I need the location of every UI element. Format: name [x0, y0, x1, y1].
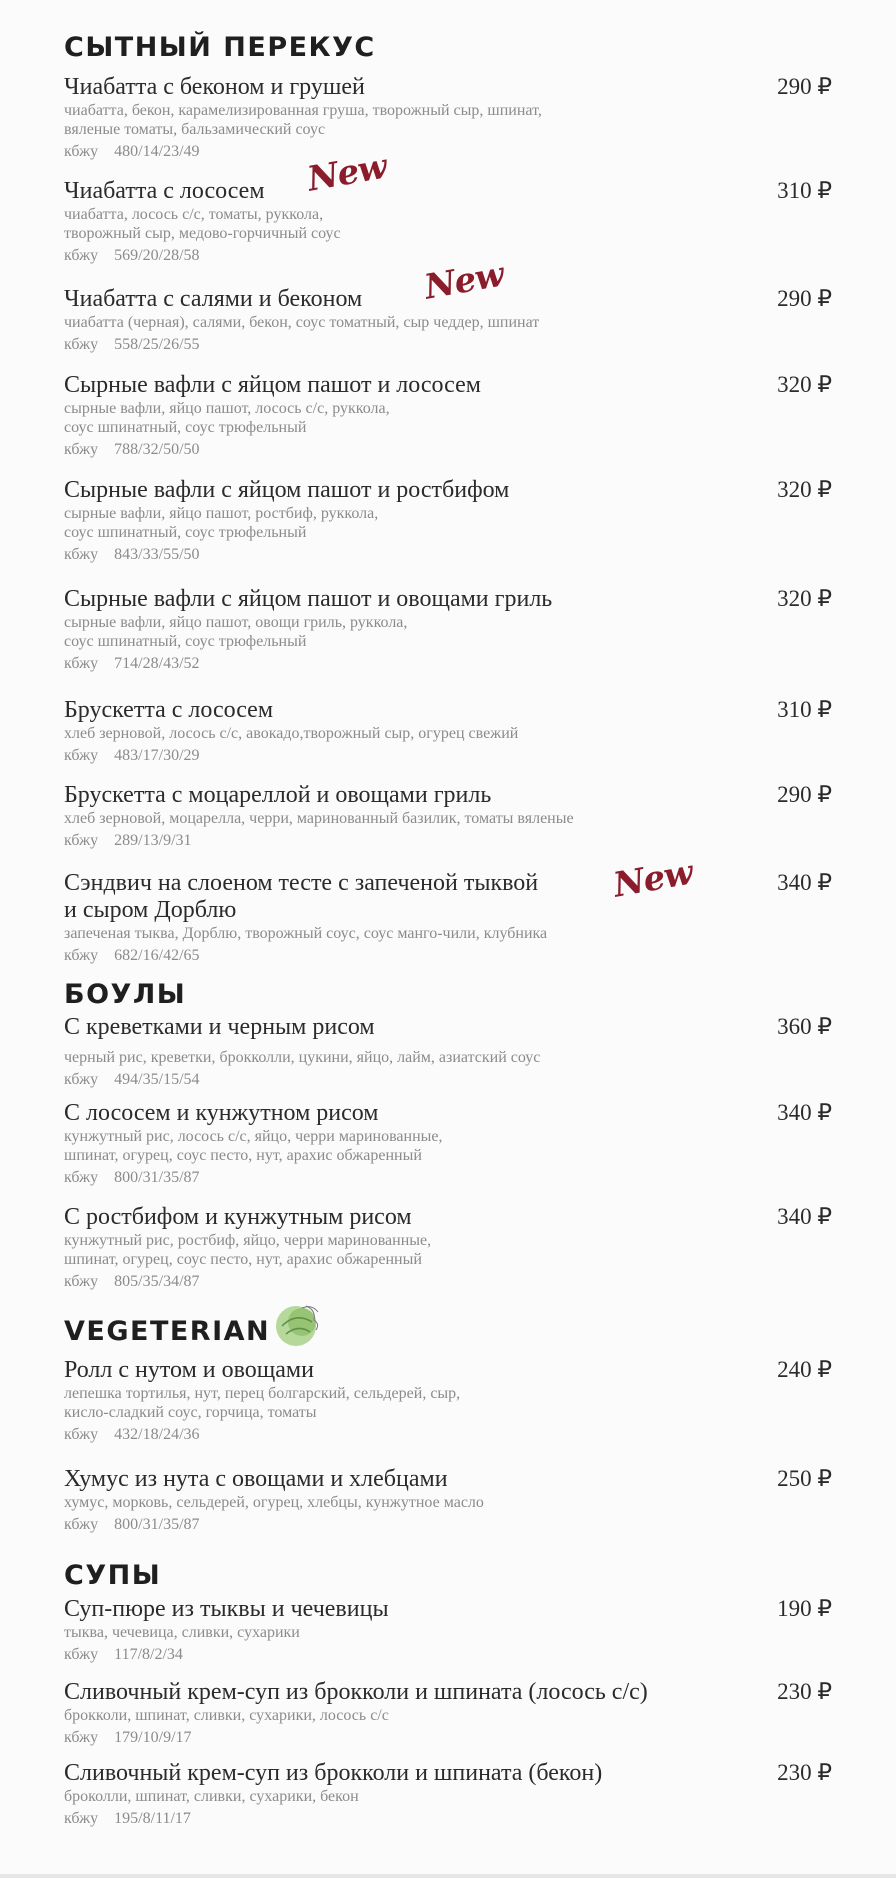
item-kbju: [64, 1168, 832, 1187]
item-name: Сырные вафли с яйцом пашот и ростбифом: [64, 477, 510, 503]
kbju-value: 494/35/15/54: [114, 1071, 200, 1088]
menu-item: [64, 178, 832, 265]
kbju-value: 432/18/24/36: [114, 1426, 200, 1443]
kbju-label: кбжу: [64, 546, 99, 563]
item-name: Сливочный крем-суп из брокколи и шпината (бекон): [64, 1760, 603, 1786]
menu-item: [64, 586, 832, 673]
kbju-value: 714/28/43/52: [114, 655, 200, 672]
kbju-label: кбжу: [64, 1646, 99, 1663]
item-price: 290 ₽: [777, 782, 832, 807]
kbju-value: 289/13/9/31: [114, 832, 192, 849]
menu-item: [64, 372, 832, 459]
kbju-label: кбжу: [64, 441, 99, 458]
item-name: Хумус из нута с овощами и хлебцами: [64, 1466, 448, 1492]
item-desc: запеченая тыква, Дорблю, творожный соус, соус манго-чили, клубника: [64, 925, 548, 942]
item-price: 340 ₽: [777, 1100, 832, 1125]
menu-item: [64, 1357, 832, 1444]
menu-item: [64, 477, 832, 564]
item-kbju: [64, 831, 832, 850]
item-desc: сырные вафли, яйцо пашот, овощи гриль, руккола,: [64, 614, 408, 631]
item-desc: черный рис, креветки, брокколли, цукини, яйцо, лайм, азиатский соус: [64, 1049, 541, 1066]
kbju-label: кбжу: [64, 1071, 99, 1088]
item-name-line2: и сыром Дорблю: [64, 897, 237, 923]
item-desc: хлеб зерновой, лосось с/с, авокадо,творожный сыр, огурец свежий: [64, 725, 519, 742]
kbju-label: кбжу: [64, 947, 99, 964]
kbju-value: 117/8/2/34: [114, 1646, 183, 1663]
item-desc: шпинат, огурец, соус песто, нут, арахис обжаренный: [64, 1251, 422, 1268]
item-name: Сэндвич на слоеном тесте с запеченой тыквой: [64, 870, 539, 896]
menu-item: [64, 697, 832, 765]
item-kbju: [64, 1728, 832, 1747]
menu-item: [64, 1466, 832, 1534]
menu-item: [64, 870, 832, 965]
page-bottom-divider: [0, 1874, 896, 1878]
menu-item: [64, 1100, 832, 1187]
item-kbju: [64, 1425, 832, 1444]
item-price: 290 ₽: [777, 74, 832, 99]
item-kbju: [64, 142, 832, 161]
item-desc: соус шпинатный, соус трюфельный: [64, 633, 307, 650]
item-desc: хлеб зерновой, моцарелла, черри, маринованный базилик, томаты вяленые: [64, 810, 574, 827]
kbju-label: кбжу: [64, 1169, 99, 1186]
item-name: Суп-пюре из тыквы и чечевицы: [64, 1596, 389, 1622]
kbju-value: 788/32/50/50: [114, 441, 200, 458]
item-name: Сырные вафли с яйцом пашот и овощами гриль: [64, 586, 553, 612]
item-name: Сливочный крем-суп из брокколи и шпината (лосось с/с): [64, 1679, 648, 1705]
item-name: Чиабатта с лососем: [64, 178, 265, 204]
menu-item: [64, 782, 832, 850]
item-name: С лососем и кунжутном рисом: [64, 1100, 379, 1126]
kbju-value: 480/14/23/49: [114, 143, 200, 160]
item-price: 250 ₽: [777, 1466, 832, 1491]
item-name: Чиабатта с салями и беконом: [64, 286, 363, 312]
item-name: Брускетта с моцареллой и овощами гриль: [64, 782, 492, 808]
kbju-label: кбжу: [64, 1516, 99, 1533]
item-price: 190 ₽: [777, 1596, 832, 1621]
kbju-value: 483/17/30/29: [114, 747, 200, 764]
kbju-label: кбжу: [64, 832, 99, 849]
section-title-bowls: БОУЛЫ: [64, 979, 187, 1010]
menu-item: [64, 1760, 832, 1828]
item-desc: творожный сыр, медово-горчичный соус: [64, 225, 341, 242]
item-desc: тыква, чечевица, сливки, сухарики: [64, 1624, 300, 1641]
item-kbju: [64, 335, 832, 354]
item-desc: соус шпинатный, соус трюфельный: [64, 524, 307, 541]
new-badge: New: [421, 254, 507, 308]
kbju-label: кбжу: [64, 655, 99, 672]
kbju-label: кбжу: [64, 747, 99, 764]
item-desc: вяленые томаты, бальзамический соус: [64, 121, 326, 138]
kbju-value: 805/35/34/87: [114, 1273, 200, 1290]
kbju-value: 179/10/9/17: [114, 1729, 192, 1746]
item-price: 310 ₽: [777, 178, 832, 203]
kbju-label: кбжу: [64, 143, 99, 160]
item-name: Сырные вафли с яйцом пашот и лососем: [64, 372, 481, 398]
item-price: 240 ₽: [777, 1357, 832, 1382]
item-desc: хумус, морковь, сельдерей, огурец, хлебцы, кунжутное масло: [64, 1494, 484, 1511]
kbju-value: 800/31/35/87: [114, 1169, 200, 1186]
item-name: С креветками и черным рисом: [64, 1014, 375, 1040]
item-price: 290 ₽: [777, 286, 832, 311]
kbju-value: 558/25/26/55: [114, 336, 200, 353]
kbju-value: 569/20/28/58: [114, 247, 200, 264]
cabbage-icon: [272, 1300, 324, 1348]
item-kbju: [64, 440, 832, 459]
item-price: 320 ₽: [777, 586, 832, 611]
kbju-label: кбжу: [64, 1273, 99, 1290]
item-desc: сырные вафли, яйцо пашот, лосось с/с, руккола,: [64, 400, 390, 417]
item-desc: броколли, шпинат, сливки, сухарики, бекон: [64, 1788, 359, 1805]
item-price: 340 ₽: [777, 1204, 832, 1229]
item-kbju: [64, 1272, 832, 1291]
item-desc: шпинат, огурец, соус песто, нут, арахис обжаренный: [64, 1147, 422, 1164]
item-price: 230 ₽: [777, 1679, 832, 1704]
item-price: 310 ₽: [777, 697, 832, 722]
item-price: 320 ₽: [777, 477, 832, 502]
item-desc: кисло-сладкий соус, горчица, томаты: [64, 1404, 317, 1421]
item-price: 360 ₽: [777, 1014, 832, 1039]
item-price: 340 ₽: [777, 870, 832, 895]
item-price: 230 ₽: [777, 1760, 832, 1785]
menu-item: [64, 1679, 832, 1747]
item-kbju: [64, 1645, 832, 1664]
new-badge: New: [304, 146, 390, 200]
item-desc: лепешка тортилья, нут, перец болгарский, сельдерей, сыр,: [64, 1385, 461, 1402]
item-desc: чиабатта, бекон, карамелизированная груша, творожный сыр, шпинат,: [64, 102, 542, 119]
item-kbju: [64, 1809, 832, 1828]
item-name: С ростбифом и кунжутным рисом: [64, 1204, 412, 1230]
new-badge: New: [610, 852, 696, 906]
kbju-label: кбжу: [64, 1426, 99, 1443]
menu-item: [64, 74, 832, 161]
item-desc: чиабатта (черная), салями, бекон, соус томатный, сыр чеддер, шпинат: [64, 314, 540, 331]
item-kbju: [64, 1070, 832, 1089]
section-title-soups: СУПЫ: [64, 1560, 162, 1591]
item-name: Брускетта с лососем: [64, 697, 274, 723]
kbju-value: 682/16/42/65: [114, 947, 200, 964]
kbju-value: 800/31/35/87: [114, 1516, 200, 1533]
item-kbju: [64, 545, 832, 564]
item-kbju: [64, 654, 832, 673]
kbju-value: 195/8/11/17: [114, 1810, 191, 1827]
section-title-vegetarian: VEGETERIAN: [64, 1316, 271, 1347]
item-kbju: [64, 1515, 832, 1534]
item-desc: кунжутный рис, лосось с/с, яйцо, черри маринованные,: [64, 1128, 443, 1145]
item-desc: сырные вафли, яйцо пашот, ростбиф, руккола,: [64, 505, 379, 522]
section-title-snack: СЫТНЫЙ ПЕРЕКУС: [64, 32, 376, 63]
item-desc: чиабатта, лосось с/с, томаты, руккола,: [64, 206, 324, 223]
item-price: 320 ₽: [777, 372, 832, 397]
menu-item: [64, 1014, 832, 1089]
menu-item: [64, 1204, 832, 1291]
kbju-label: кбжу: [64, 1729, 99, 1746]
kbju-label: кбжу: [64, 1810, 99, 1827]
kbju-label: кбжу: [64, 336, 99, 353]
item-name: Чиабатта с беконом и грушей: [64, 74, 365, 100]
kbju-label: кбжу: [64, 247, 99, 264]
item-desc: кунжутный рис, ростбиф, яйцо, черри маринованные,: [64, 1232, 432, 1249]
item-name: Ролл с нутом и овощами: [64, 1357, 314, 1383]
item-desc: соус шпинатный, соус трюфельный: [64, 419, 307, 436]
item-kbju: [64, 746, 832, 765]
kbju-value: 843/33/55/50: [114, 546, 200, 563]
item-kbju: [64, 246, 832, 265]
menu-item: [64, 1596, 832, 1664]
item-kbju: [64, 946, 832, 965]
item-desc: брокколи, шпинат, сливки, сухарики, лосось с/с: [64, 1707, 389, 1724]
